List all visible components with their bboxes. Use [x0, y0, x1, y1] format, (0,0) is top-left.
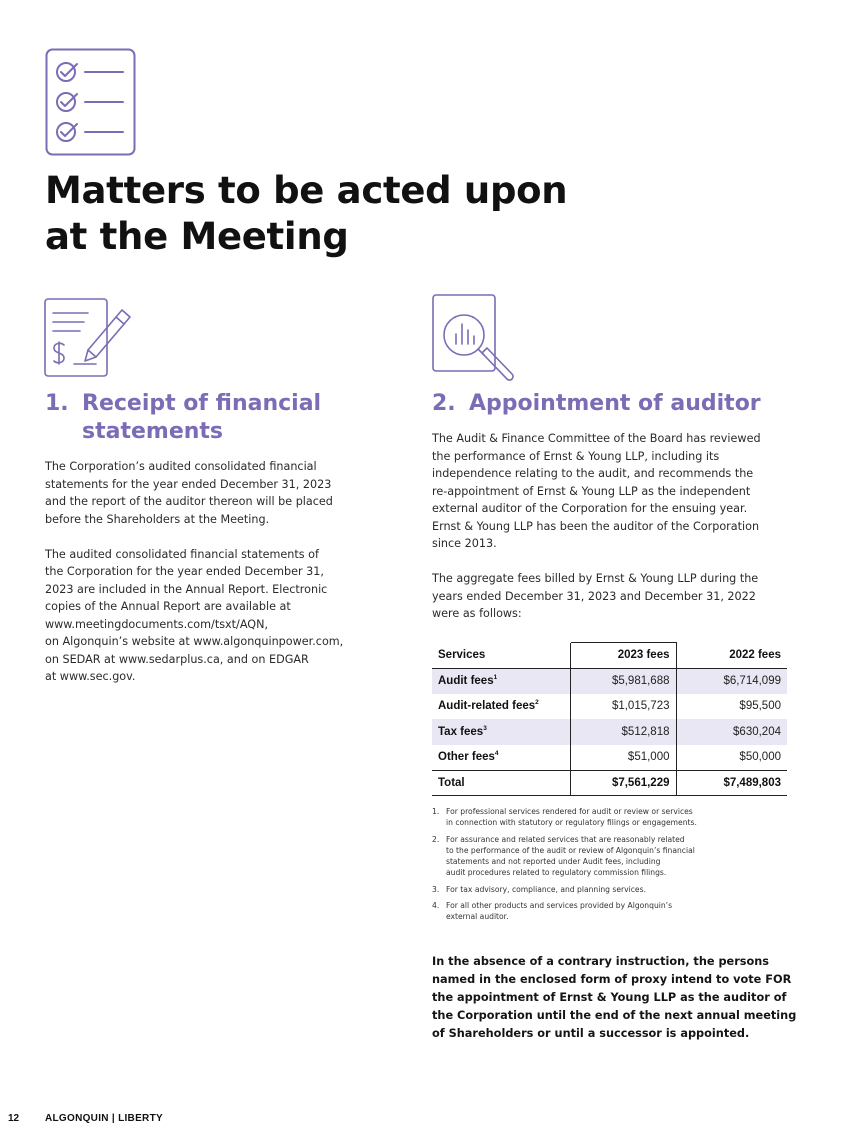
text-line: external auditor of the Corporation for the ensuing year.	[432, 502, 748, 515]
page-number: 12	[8, 1113, 20, 1124]
total-2023: $7,561,229	[570, 770, 676, 796]
table-row	[432, 745, 787, 771]
fees-2023-cell: $512,818	[570, 719, 676, 745]
fees-2023-cell: $51,000	[570, 745, 676, 771]
text-line: years ended December 31, 2023 and December 31, 2022	[432, 589, 756, 603]
text-line: the appointment of Ernst & Young LLP as the auditor of	[432, 990, 787, 1004]
footnote	[432, 834, 752, 879]
total-label: Total	[432, 770, 570, 796]
footnote-number: 2.	[432, 834, 440, 844]
table-row	[432, 668, 787, 694]
text-line: the Corporation until the end of the next annual meeting	[432, 1008, 797, 1022]
table-total-row	[432, 770, 787, 796]
text-line: the performance of Ernst & Young LLP, including its	[432, 449, 720, 463]
section-2-number: 2.	[432, 391, 456, 416]
text-line: The audited consolidated financial statements of	[45, 547, 319, 561]
footnote-line: in connection with statutory or regulatory filings or engagements.	[446, 818, 697, 828]
text-line: before the Shareholders at the Meeting.	[45, 512, 270, 526]
text-line: the Corporation for the year ended December 31,	[45, 565, 324, 578]
fees-2022-cell: $6,714,099	[676, 668, 787, 694]
section-1-number: 1.	[45, 391, 69, 416]
section-2-title: Appointment of auditor	[469, 391, 761, 416]
text-line: independence relating to the audit, and recommends the	[432, 467, 754, 480]
voting-statement	[432, 953, 797, 1043]
footnote-number: 1.	[432, 807, 440, 816]
footnote-line: statements and not reported under Audit fees, including	[446, 857, 661, 867]
text-line: The Corporation’s audited consolidated financial	[45, 460, 317, 473]
text-line: were as follows:	[432, 607, 522, 620]
text-line: re-appointment of Ernst & Young LLP as the independent	[432, 484, 751, 498]
table-header-row	[432, 643, 787, 669]
service-cell: Audit fees$^1$	[432, 668, 570, 694]
text-line: named in the enclosed form of proxy intend to vote FOR	[432, 972, 792, 986]
text-line: and the report of the auditor thereon will be placed	[45, 495, 333, 508]
text-line: 2023 are included in the Annual Report. Electronic	[45, 582, 328, 596]
footnote-line: to the performance of the audit or review of Algonquin’s financial	[446, 845, 695, 855]
text-line: of Shareholders or until a successor is appointed.	[432, 1026, 750, 1040]
column-header-services: Services	[432, 643, 570, 669]
section-2-body	[432, 430, 792, 623]
footnote-number: 3.	[432, 884, 440, 894]
text-line: on SEDAR at www.sedarplus.ca, and on EDGAR	[45, 652, 309, 666]
column-header-2023: 2023 fees	[570, 643, 676, 669]
fees-2023-cell: $5,981,688	[570, 668, 676, 694]
footnote-line: audit procedures related to regulatory commission filings.	[446, 868, 667, 878]
auditor-fees-table	[432, 642, 787, 796]
page-title	[45, 168, 665, 260]
section-2-heading	[432, 390, 812, 420]
text-line: The Audit & Finance Committee of the Board has reviewed	[432, 432, 761, 445]
footnote	[432, 900, 752, 923]
fees-2022-cell: $50,000	[739, 751, 781, 763]
section-1-heading	[45, 390, 385, 450]
brand-name: ALGONQUIN | LIBERTY	[45, 1113, 163, 1124]
footnote-line: For all other products and services provided by Algonquin’s	[446, 901, 673, 911]
text-line: since 2013.	[432, 537, 497, 550]
table-row	[432, 719, 787, 745]
footnote-line: For professional services rendered for audit or review or services	[446, 807, 693, 816]
text-line: at www.sec.gov.	[45, 670, 136, 683]
service-cell: Audit-related fees$^2$	[438, 699, 539, 713]
footnote-line: For tax advisory, compliance, and planning services.	[446, 884, 646, 894]
text-line: www.meetingdocuments.com/tsxt/AQN,	[45, 617, 269, 631]
text-line: on Algonquin’s website at www.algonquinpower.com,	[45, 635, 344, 648]
service-cell: Other fees$^4$	[438, 750, 499, 763]
total-2022: $7,489,803	[676, 770, 787, 796]
fees-2022-cell: $95,500	[739, 700, 781, 713]
table-row	[432, 694, 787, 720]
section-1-title-line: statements	[82, 419, 224, 444]
signed-financial-statement-icon	[44, 298, 132, 378]
text-line: In the absence of a contrary instruction, the persons	[432, 955, 770, 968]
table-footnotes	[432, 806, 752, 928]
checklist-icon	[45, 48, 136, 156]
text-line: statements for the year ended December 31, 2023	[45, 477, 332, 491]
footnote	[432, 884, 752, 895]
magnified-chart-document-icon	[432, 294, 516, 386]
footnote-line: external auditor.	[446, 912, 509, 922]
footnote	[432, 806, 752, 829]
column-header-2022: 2022 fees	[676, 643, 787, 669]
text-line: copies of the Annual Report are available at	[45, 600, 291, 613]
page-title-line: Matters to be acted upon	[45, 169, 568, 212]
text-line: Ernst & Young LLP has been the auditor of the Corporation	[432, 519, 760, 533]
text-line: The aggregate fees billed by Ernst & Young LLP during the	[432, 572, 759, 585]
section-1-body	[45, 458, 375, 686]
fees-2022-cell: $630,204	[676, 719, 787, 745]
section-1-title	[82, 390, 362, 446]
service-cell: Tax fees$^3$	[432, 719, 570, 745]
page-title-line: at the Meeting	[45, 215, 349, 258]
footnote-line: For assurance and related services that are reasonably related	[446, 834, 685, 844]
footnote-number: 4.	[432, 901, 440, 911]
section-1-title-line: Receipt of financial	[82, 391, 322, 416]
fees-2023-cell: $1,015,723	[570, 694, 676, 720]
